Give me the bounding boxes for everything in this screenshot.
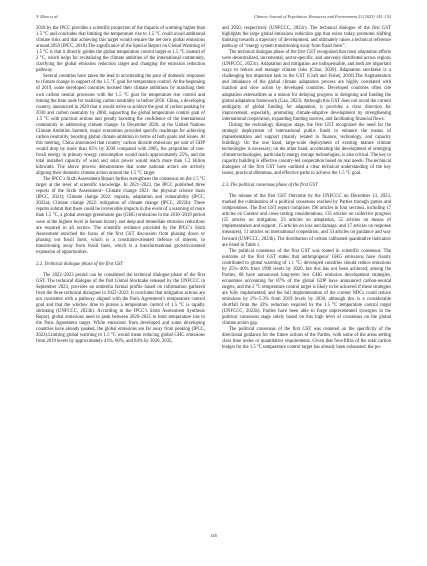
running-head-author: Y. Zhou et al. bbox=[36, 14, 59, 19]
body-paragraph: The 2022–2023 period can be considered the technical dialogue phase of the first GST. The technical dialogue of the first Global Stocktake released by the UNFCCC in September 2023, provides an umbrella factual profile based on information gathered from the three technical dialogues in 2022–2023. It concludes that mitigation actions are not consistent with a pathway aligned with the Paris Agreement’s temperature control goal and that the window time to pursue a temperature control of 1.5 °C is rapidly shrinking (UNFCCC, 2023b). According to the IPCC’s Sixth Assessment Synthesis Report, global emissions need to peak between 2020–2025 to limit temperature rise to the Paris Agreement target. While emissions from developed and some developing countries have already peaked, the global emissions are far away from peaking (IPCC, 2023).Limiting global warming to 1.5 °C would mean reducing global GHG emissions from 2019 levels by approximately 43%, 60%, and 84% by 2030, 2035, bbox=[36, 272, 205, 345]
body-paragraph: The technical dialogue phase of the first GST recognized that most adaptation efforts were decentralized, incremental, sector-specific, and unevenly distributed across regions (UNFCCC, 2023c). Adaptation and mitigation are indispensable, and both are important ways to reduce and manage climate risks (Chao, 2020). Adaptation stocktake is a challenging but important task in the GST (Craft and Fisher, 2018).The fragmentation and imbalance of the global climate adaptation process are highly correlated with inaction and slow action by developed countries. Developed countries often cite adaptation externalities as a reason for delaying progress in designing and funding the global adaptation framework (Gao, 2023). Although this GST does not avoid the current ambiguity of global funding for adaptation, it provides a clear direction for improvement, especially, promoting climate-adaptive development by strengthening international cooperation, expanding funding sources, and facilitating financial flows. bbox=[222, 50, 391, 122]
body-paragraph: The political consensus of the first GST was centered on the specificity of the directional guidance for the future actions of the Parties, with some of the areas setting clear time nodes or quantitative requirements. Given that four-fifths of the total carbon budget for the 1.5 °C temperature control target has already been exhausted, the po- bbox=[222, 327, 391, 351]
body-paragraph: The release of the first GST Outcome by the UNFCCC on December 13, 2023, marked the culmination of a political consensus reached by Parties through games and compromises. The first GST report comprises 196 articles in four sections, including 17 articles on Context and cross-cutting considerations, 135 articles on collective progress (25 articles on mitigation, 23 articles on adaptation, 55 articles on means of implementation and support, 15 articles on loss and damage, and 17 articles on response measures), 11 articles on international cooperation, and 33 articles on guidance and way forward (UNFCCC, 2023b). The distribution of certain calibrated quantitative indicators are listed in Table 1. bbox=[222, 194, 391, 248]
running-head bbox=[36, 14, 391, 24]
body-paragraph: The IPCC’s Sixth Assessment Report further strengthens the consensus on the 1.5 °C target at the level of scientific knowledge. In 2021–2022, the IPCC published three reports of the Sixth Assessment—Climate change 2021: the physical science basis (IPCC, 2021); Climate change 2022: impacts, adaptation and vulnerability (IPCC, 2022a); Climate change 2022: mitigation of climate change (IPCC, 2022b). These reports submit that there could be irreversible impacts in the event of a warming of more than 1.5 °C, a global average greenhouse gas (GHG) emissions in the 2010–2019 period were at the highest level in human history and deep and immediate emission reductions are required in all sectors. The scientific evidence provided by the IPCC’s Sixth Assessment enriched the focus of the first GST discussion from phasing down or phasing out fossil fuels, which is a constraint-oriented defence of interest, to transitioning away from fossil fuels, which is a transformational growth-oriented expansion of opportunities. bbox=[36, 177, 205, 255]
body-paragraph: During the technology dialogue stage, the first GST recognized the need for the strategic deployment of international public funds to enhance the means of implementation and support (mainly related to finance, technology, and capacity building). On the one hand, large-scale deployment of existing mature climate technologies is necessary; on the other hand, accelerating the development of emerging climate technologies, particularly energy storage technologies, is also critical. The key to capacity building is effective country-led cooperation based on real needs. The technical dialogues of the first GST have outlined a clear technical understanding of the key issues, practical dilemmas, and effective paths to achieve the 1.5 °C goal. bbox=[222, 122, 391, 177]
right-column bbox=[222, 26, 391, 351]
section-heading: 2.2. Technical dialogue phase of the first GST bbox=[36, 261, 124, 267]
body-paragraph: Several countries have taken the lead in accelerating the pace of domestic responses to climate change in support of the 1.5 °C goal for temperature control. At the beginning of 2019, some developed countries boosted their climate ambitions by matching their own carbon neutral processes with the 1.5 °C goal for temperature rise control and mining the time node for realizing carbon neutrality to before 2050. China, a developing country, announced in 2020 that it would strive to achieve the goal of carbon peaking by 2030 and carbon neutrality by 2060, supporting the global temperature control goal of 1.5 °C with practical actions and greatly boosting the confidence of the international community in addressing climate change. In December 2020, at the United Nations Climate Ambition Summit, major economies provided specific roadmaps for achieving carbon neutrality, boosting global climate ambition in terms of both goals and issues. At this meeting, China announced that country’ carbon dioxide emissions per unit of GDP would drop by more than 65% by 2030 compared with 2005, the proportion of non-fossil energy in primary energy consumption would reach approximately 25%, and the total installed capacity of wind and solar power would reach more than 1.2 billion kilowatts. The above process demonstrates that some national actors are actively aligning their domestic climate action around the 1.5 °C target. bbox=[36, 74, 205, 177]
page-number: 145 bbox=[210, 533, 217, 538]
running-head-journal: Chinese Journal of Population, Resources and Environment 23 (2025) 143–152 bbox=[253, 14, 391, 19]
body-paragraph: and 2050, respectively (UNFCCC, 2023c). The technical dialogue of the first GST highlights the large global emissions reduction gap that exists today, promotes shifting thinking towards a trajectory of development, and ultimately raises a technical reference pathway of “energy system transitioning away from fossil fuels”. bbox=[222, 26, 391, 50]
section-heading: 2.3. The political consensus phase of the first GST bbox=[222, 183, 318, 189]
left-column bbox=[36, 26, 205, 345]
body-paragraph: 2018 by the IPCC provides a scientific projection of the impacts of warming higher than 1.5 °C and concludes that limiting the temperature rise to 1.5 °C could avoid additional climate risks and that achieving this target would require the net-zero global emissions around 2050 (IPCC, 2018).The significance of the Special Report on Global Warming of 1.5 °C is that it directly guides the global temperature control target to 1.5 °C instead of 2 °C, which helps for revitalizing the climate ambition of the international community, clarifying the global emission reduction target and changing the emission reduction pathway. bbox=[36, 26, 205, 74]
body-paragraph: The political consensus of the first GST was rooted in scientific consensus. The outcome of the first GST states that anthropogenic GHG emissions have clearly contributed to global warming of 1.1 °C; developed countries should reduce emissions by 25%–40% from 1990 levels by 2020, but this has not been achieved; among the Parties, 68 have announced long-term low GHG emission development strategies, economies accounting for 87% of the global GDP have announced carbon-neutral targets, and the 2 °C temperature control target is likely to be achieved if these strategies are fully implemented; and the full implementation of the current NDCs could reduce emissions by 2%–5.3% from 2019 levels by 2030, although this is a considerable shortfall from the 43% reduction required by the 1.5 °C temperature control target (UNFCCC, 2023b). Parties have been able to forge unprecedented synergies in the political consensus stage solely based on this high level of consensus on the global climate action gap. bbox=[222, 248, 391, 327]
